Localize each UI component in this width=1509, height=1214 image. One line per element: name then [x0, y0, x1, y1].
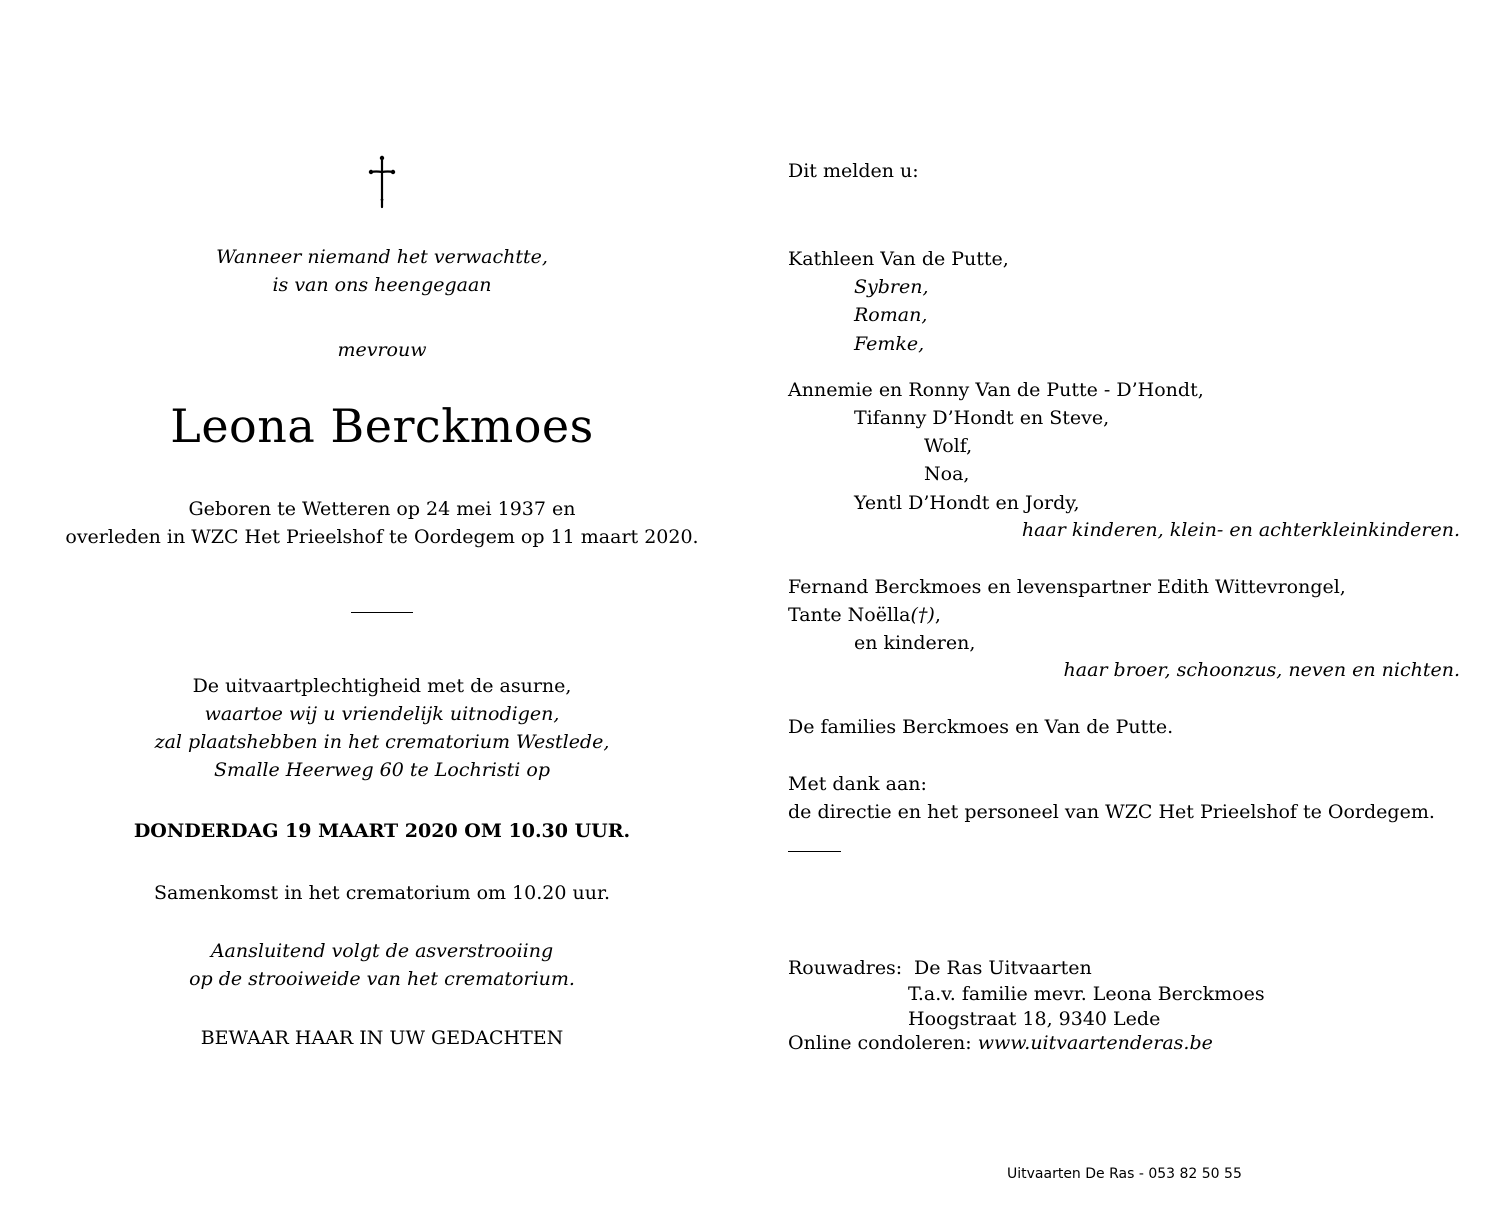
deceased-dagger-mark: (†): [910, 604, 935, 626]
family1-child-1: Sybren,: [854, 276, 929, 298]
family3-line-2-name: Tante Noëlla: [788, 604, 911, 626]
address-label: Rouwadres:: [788, 957, 903, 979]
thanks-label: Met dank aan:: [788, 773, 927, 795]
left-divider: [351, 612, 413, 613]
ceremony-line-1: De uitvaartplechtigheid met de asurne,: [192, 675, 572, 697]
deceased-name: Leona Berckmoes: [170, 399, 594, 453]
scattering-line-2: op de strooiweide van het crematorium.: [189, 968, 575, 990]
announce-line: Dit melden u:: [788, 160, 919, 182]
address-line-1: De Ras Uitvaarten: [914, 957, 1092, 979]
families-line: De families Berckmoes en Van de Putte.: [788, 716, 1174, 738]
family1-child-2: Roman,: [854, 304, 928, 326]
death-line: overleden in WZC Het Prieelshof te Oordegem op 11 maart 2020.: [65, 526, 699, 548]
ceremony-line-2: waartoe wij u vriendelijk uitnodigen,: [204, 703, 560, 725]
family2-child-2: Yentl D’Hondt en Jordy,: [854, 492, 1080, 514]
address-line-3: Hoogstraat 18, 9340 Lede: [908, 1008, 1161, 1030]
intro-line-2: is van ons heengegaan: [272, 274, 492, 296]
family3-relation: haar broer, schoonzus, neven en nichten.: [1063, 659, 1460, 681]
title-prefix: mevrouw: [337, 339, 427, 361]
scattering-line-1: Aansluitend volgt de asverstrooiing: [210, 940, 554, 962]
thanks-text: de directie en het personeel van WZC Het Prieelshof te Oordegem.: [788, 801, 1435, 823]
ceremony-date-time: DONDERDAG 19 MAART 2020 OM 10.30 UUR.: [133, 820, 631, 842]
family3-line-1: Fernand Berckmoes en levenspartner Edith Wittevrongel,: [788, 576, 1346, 598]
footer-contact: Uitvaarten De Ras - 053 82 50 55: [1007, 1166, 1242, 1182]
family1-head: Kathleen Van de Putte,: [788, 248, 1009, 270]
family3-line-2: [788, 601, 941, 629]
ceremony-line-3: zal plaatshebben in het crematorium Westlede,: [154, 731, 610, 753]
family3-line-3: en kinderen,: [854, 632, 976, 654]
remember-line: BEWAAR HAAR IN UW GEDACHTEN: [200, 1027, 564, 1049]
right-divider: [788, 851, 841, 852]
family2-grandchild-1: Wolf,: [924, 435, 973, 457]
family3-line-2-comma: ,: [934, 604, 941, 626]
dagger-cross-icon: [366, 155, 398, 209]
online-url-link[interactable]: www.uitvaartenderas.be: [977, 1032, 1213, 1054]
family2-grandchild-2: Noa,: [924, 463, 970, 485]
intro-line-1: Wanneer niemand het verwachtte,: [216, 246, 548, 268]
online-label: Online condoleren:: [788, 1032, 972, 1054]
family2-head: Annemie en Ronny Van de Putte - D’Hondt,: [788, 379, 1204, 401]
online-condolences: [788, 1029, 1213, 1057]
family1-child-3: Femke,: [854, 333, 925, 355]
family2-relation: haar kinderen, klein- en achterkleinkinderen.: [1021, 519, 1460, 541]
birth-line: Geboren te Wetteren op 24 mei 1937 en: [188, 498, 576, 520]
ceremony-line-4: Smalle Heerweg 60 te Lochristi op: [214, 759, 550, 781]
family2-child-1: Tifanny D’Hondt en Steve,: [854, 407, 1110, 429]
gathering-line: Samenkomst in het crematorium om 10.20 uur.: [153, 882, 611, 904]
address-line-2: T.a.v. familie mevr. Leona Berckmoes: [908, 983, 1265, 1005]
